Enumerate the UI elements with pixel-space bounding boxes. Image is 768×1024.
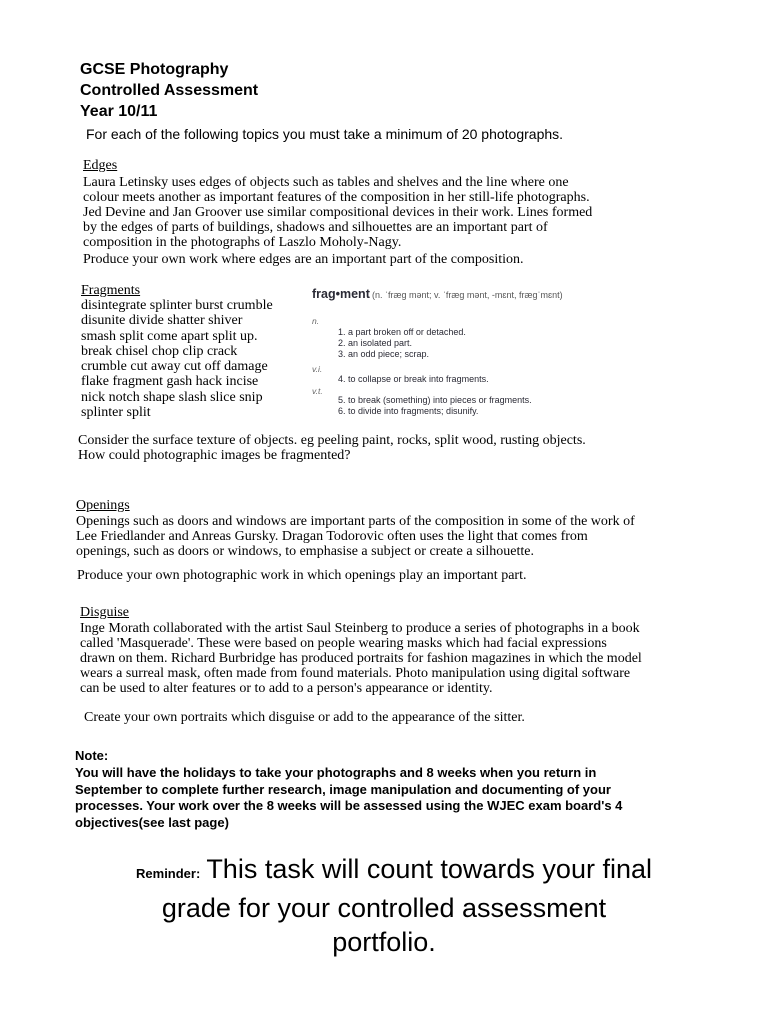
consider-line: Consider the surface texture of objects. eg peeling paint, rocks, split wood, rusting objects. [78, 433, 586, 448]
edges-line: colour meets another as important features of the composition in her still-life photographs. [83, 190, 590, 205]
edges-line: Laura Letinsky uses edges of objects such as tables and shelves and the line where one [83, 175, 569, 190]
fragments-consider [78, 433, 586, 463]
disguise-line: drawn on them. Richard Burbridge has produced portraits for fashion magazines in which the model [80, 651, 642, 666]
openings-paragraph [76, 514, 635, 559]
note-line: objectives(see last page) [75, 814, 229, 830]
reminder-line [0, 852, 768, 891]
openings-line: Openings such as doors and windows are important parts of the composition in some of the work of [76, 514, 635, 529]
word-list-line: disunite divide shatter shiver [81, 313, 243, 329]
disguise-line: can be used to alter features or to add to a person's appearance or identity. [80, 681, 493, 696]
section-title-edges: Edges [83, 158, 118, 173]
dictionary-definition: 5. to break (something) into pieces or fragments. [338, 395, 532, 405]
edges-task: Produce your own work where edges are an important part of the composition. [83, 252, 524, 267]
dictionary-pronunciation: (n. ˈfræg mənt; v. ˈfræg mənt, -mɛnt, frægˈmɛnt) [372, 290, 563, 300]
reminder-block [0, 852, 768, 959]
dictionary-definition: 2. an isolated part. [338, 338, 413, 348]
fragment-word-list [81, 298, 273, 420]
doc-year: Year 10/11 [80, 103, 158, 120]
disguise-line: called 'Masquerade'. These were based on people wearing masks which had facial expressions [80, 636, 607, 651]
section-title-disguise: Disguise [80, 605, 129, 620]
reminder-line: portfolio. [332, 927, 436, 957]
note-line: September to complete further research, image manipulation and documenting of your [75, 781, 611, 797]
openings-line: openings, such as doors or windows, to emphasise a subject or create a silhouette. [76, 544, 535, 559]
note-label: Note: [75, 748, 109, 763]
word-list-line: flake fragment gash hack incise [81, 374, 259, 390]
dictionary-definition-image [308, 287, 590, 417]
word-list-line: splinter split [81, 405, 151, 421]
doc-subtitle: Controlled Assessment [80, 82, 259, 99]
dictionary-headword: frag•ment [312, 287, 370, 301]
dictionary-definition: 4. to collapse or break into fragments. [338, 374, 489, 384]
intro-text: For each of the following topics you must take a minimum of 20 photographs. [86, 126, 564, 142]
consider-line: How could photographic images be fragmented? [78, 448, 351, 463]
disguise-task: Create your own portraits which disguise or add to the appearance of the sitter. [84, 710, 525, 725]
disguise-paragraph [80, 621, 642, 696]
note-body [75, 765, 622, 831]
section-title-fragments: Fragments [81, 283, 141, 298]
disguise-line: Inge Morath collaborated with the artist Saul Steinberg to produce a series of photographs in a book [80, 621, 640, 636]
word-list-line: nick notch shape slash slice snip [81, 389, 263, 405]
note-line: You will have the holidays to take your photographs and 8 weeks when you return in [75, 765, 597, 780]
section-title-openings: Openings [76, 498, 130, 513]
edges-line: by the edges of parts of buildings, shadows and silhouettes are an important part of [83, 220, 548, 235]
word-list-line: smash split come apart split up. [81, 328, 258, 344]
doc-title: GCSE Photography [80, 61, 229, 78]
word-list-line: crumble cut away cut off damage [81, 359, 268, 375]
disguise-line: wears a surreal mask, often made from found materials. Photo manipulation using digital software [80, 666, 631, 681]
reminder-label: Reminder: [136, 866, 201, 881]
note-line: processes. Your work over the 8 weeks will be assessed using the WJEC exam board's 4 [75, 798, 623, 813]
dictionary-pos-vi: v.i. [312, 364, 323, 374]
word-list-line: break chisel chop clip crack [81, 343, 238, 359]
dictionary-definition: 3. an odd piece; scrap. [338, 349, 430, 359]
edges-paragraph [83, 175, 592, 250]
reminder-line: grade for your controlled assessment [161, 893, 607, 923]
word-list-line: disintegrate splinter burst crumble [81, 298, 273, 313]
openings-task: Produce your own photographic work in which openings play an important part. [77, 568, 527, 583]
edges-line: composition in the photographs of Laszlo Moholy-Nagy. [83, 235, 402, 250]
dictionary-pos-vt: v.t. [312, 386, 323, 396]
openings-line: Lee Friedlander and Anreas Gursky. Dragan Todorovic often uses the light that comes from [76, 529, 588, 544]
reminder-text: This task will count towards your final [206, 854, 652, 884]
dictionary-pos-noun: n. [312, 316, 320, 326]
dictionary-definition: 1. a part broken off or detached. [338, 327, 466, 337]
dictionary-definition: 6. to divide into fragments; disunify. [338, 406, 479, 416]
edges-line: Jed Devine and Jan Groover use similar compositional devices in their work. Lines formed [83, 205, 593, 220]
